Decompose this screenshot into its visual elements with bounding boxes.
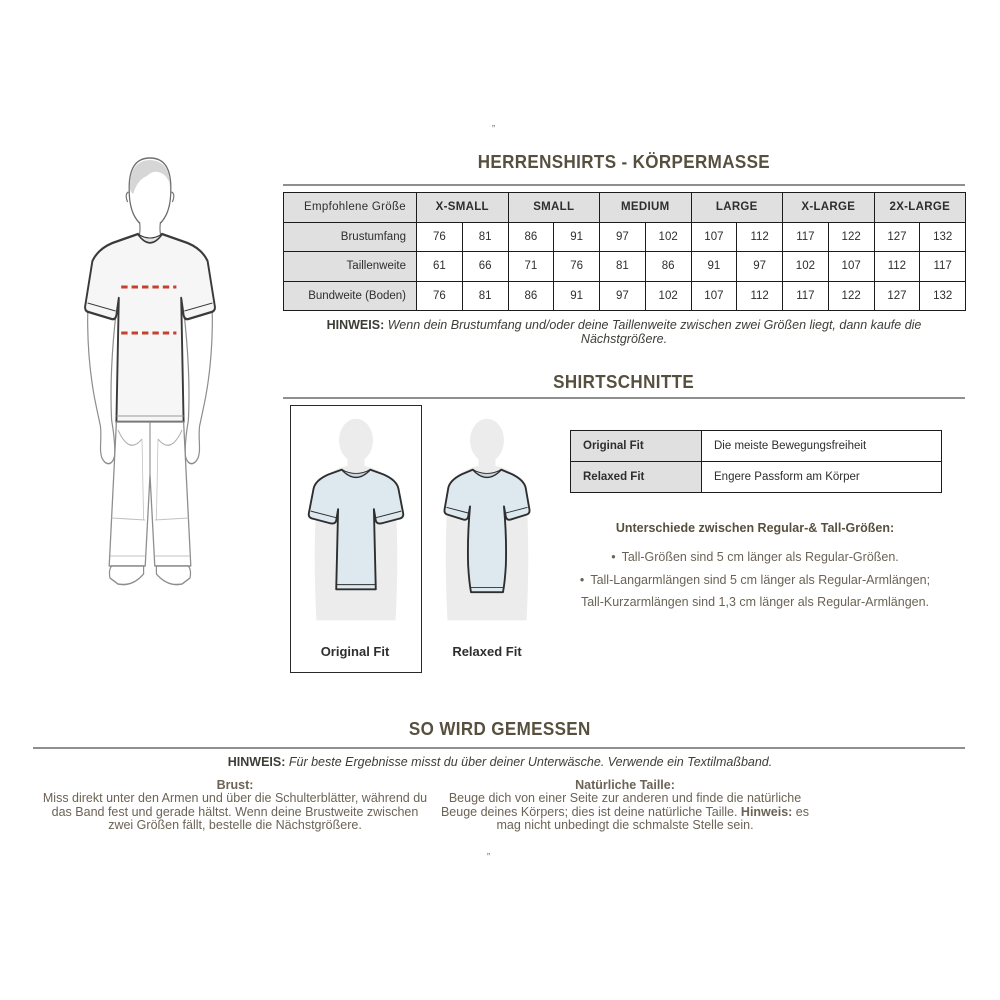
- measurement-value-cell: 117: [783, 222, 829, 252]
- chest-column-text: Miss direkt unter den Armen und über die Schulterblätter, während du das Band fest und gerade hältst. Wenn deine Brustweite zwischen zwei Größen fällt, bestelle die Nächstgrößere.: [42, 791, 428, 833]
- fit-table-row: [571, 462, 942, 493]
- measurement-value-cell: 71: [508, 252, 554, 282]
- measurement-value-cell: 107: [691, 222, 737, 252]
- measurement-value-cell: 112: [737, 222, 783, 252]
- measurement-row-label: Brustumfang: [284, 222, 417, 252]
- measurement-value-cell: 81: [462, 222, 508, 252]
- measurement-value-cell: 91: [691, 252, 737, 282]
- measurement-value-cell: 102: [783, 252, 829, 282]
- bullet-dot-icon: •: [611, 550, 616, 564]
- size-column-header: X-LARGE: [783, 193, 875, 223]
- fit-table: [570, 430, 942, 493]
- quote-mark-top: „: [492, 118, 496, 128]
- measurement-row-label: Taillenweite: [284, 252, 417, 282]
- fit-name-cell: Relaxed Fit: [571, 462, 702, 493]
- section-title-koerpermasse: HERRENSHIRTS - KÖRPERMASSE: [477, 151, 771, 172]
- measurement-value-cell: 132: [920, 281, 966, 311]
- measurement-value-cell: 91: [554, 222, 600, 252]
- size-column-header: X-SMALL: [417, 193, 509, 223]
- waist-text-before: Beuge dich von einer Seite zur anderen und finde die natürliche Beuge deines Körpers; dies ist deine natürliche Taille.: [440, 791, 802, 819]
- measurement-value-cell: 127: [874, 281, 920, 311]
- shirt-cuts-section-header: [283, 371, 965, 393]
- measurement-value-cell: 76: [417, 281, 463, 311]
- size-table-corner-label: Empfohlene Größe: [284, 193, 417, 223]
- measurement-value-cell: 107: [828, 252, 874, 282]
- original-fit-shirt-illustration: [301, 415, 411, 627]
- size-table-body: [284, 222, 966, 311]
- note-label: HINWEIS:: [326, 318, 385, 332]
- size-table-header-row: [284, 193, 966, 223]
- measurement-value-cell: 81: [600, 252, 646, 282]
- relaxed-fit-label: Relaxed Fit: [452, 644, 522, 659]
- measurement-value-cell: 127: [874, 222, 920, 252]
- bullet-dot-icon: •: [579, 572, 585, 587]
- waist-column-text: [430, 792, 820, 833]
- measurement-row-label: Bundweite (Boden): [284, 281, 417, 311]
- how-to-measure-section-header: [0, 718, 1000, 740]
- bullet-text: Tall-Größen sind 5 cm länger als Regular-Größen.: [621, 550, 899, 564]
- fit-table-wrap: [570, 430, 942, 493]
- measurement-value-cell: 76: [417, 222, 463, 252]
- quote-mark-bottom: „: [487, 846, 491, 856]
- measure-note: [0, 755, 1000, 769]
- measurement-value-cell: 81: [462, 281, 508, 311]
- measurement-value-cell: 97: [600, 222, 646, 252]
- measurement-value-cell: 117: [920, 252, 966, 282]
- measurement-value-cell: 76: [554, 252, 600, 282]
- fit-name-cell: Original Fit: [571, 431, 702, 462]
- waist-measure-column: [430, 778, 820, 833]
- tall-sizes-bullet-list: [565, 546, 945, 614]
- size-column-header: 2X-LARGE: [874, 193, 966, 223]
- section-title-so-wird-gemessen: SO WIRD GEMESSEN: [409, 718, 591, 739]
- size-table-row: [284, 252, 966, 282]
- bullet-text: Tall-Langarmlängen sind 5 cm länger als Regular-Armlängen;: [590, 572, 931, 587]
- measurement-value-cell: 66: [462, 252, 508, 282]
- size-table-wrap: [283, 192, 966, 311]
- measurement-value-cell: 132: [920, 222, 966, 252]
- waist-text-after: es mag nicht unbedingt die schmalste Stelle sein.: [496, 804, 810, 833]
- measurement-value-cell: 112: [737, 281, 783, 311]
- measurement-value-cell: 112: [874, 252, 920, 282]
- size-table-note: [283, 318, 965, 346]
- measurement-value-cell: 122: [828, 222, 874, 252]
- bullet-item: [565, 546, 945, 569]
- original-fit-label: Original Fit: [320, 644, 390, 659]
- bullet-continuation: Tall-Kurzarmlängen sind 1,3 cm länger als Regular-Armlängen.: [580, 595, 930, 609]
- chest-measure-column: [40, 778, 430, 833]
- fit-description-cell: Die meiste Bewegungsfreiheit: [702, 431, 942, 462]
- note-label: HINWEIS:: [227, 755, 286, 769]
- size-table-row: [284, 281, 966, 311]
- measurement-value-cell: 86: [645, 252, 691, 282]
- size-table-row: [284, 222, 966, 252]
- waist-column-heading: Natürliche Taille:: [575, 778, 675, 792]
- divider-under-title-2: [283, 397, 965, 399]
- measurement-value-cell: 122: [828, 281, 874, 311]
- size-table: [283, 192, 966, 311]
- note-text: Wenn dein Brustumfang und/oder deine Taillenweite zwischen zwei Größen liegt, dann kaufe die Nächstgrößere.: [384, 318, 922, 346]
- section-title-shirtschnitte: SHIRTSCHNITTE: [553, 371, 695, 392]
- measurement-value-cell: 86: [508, 281, 554, 311]
- size-column-header: LARGE: [691, 193, 783, 223]
- measurement-value-cell: 91: [554, 281, 600, 311]
- fit-table-row: [571, 431, 942, 462]
- measurement-value-cell: 102: [645, 281, 691, 311]
- measurement-value-cell: 117: [783, 281, 829, 311]
- size-column-header: SMALL: [508, 193, 600, 223]
- measurement-value-cell: 86: [508, 222, 554, 252]
- measurement-value-cell: 107: [691, 281, 737, 311]
- measurement-value-cell: 97: [737, 252, 783, 282]
- measurement-value-cell: 61: [417, 252, 463, 282]
- mannequin-figure-illustration: [70, 150, 230, 590]
- waist-inline-hinweis-label: Hinweis:: [740, 804, 793, 819]
- divider-under-title-1: [283, 184, 965, 186]
- measurement-value-cell: 97: [600, 281, 646, 311]
- tall-sizes-heading: Unterschiede zwischen Regular-& Tall-Größen:: [615, 521, 895, 535]
- bullet-item: [565, 569, 945, 592]
- body-measure-section-header: [283, 151, 965, 173]
- relaxed-fit-shirt-illustration: [432, 415, 542, 627]
- divider-under-title-3: [33, 747, 965, 749]
- fit-description-cell: Engere Passform am Körper: [702, 462, 942, 493]
- chest-column-heading: Brust:: [216, 778, 254, 792]
- measurement-value-cell: 102: [645, 222, 691, 252]
- note-text: Für beste Ergebnisse misst du über deiner Unterwäsche. Verwende ein Textilmaßband.: [285, 755, 773, 769]
- size-column-header: MEDIUM: [600, 193, 692, 223]
